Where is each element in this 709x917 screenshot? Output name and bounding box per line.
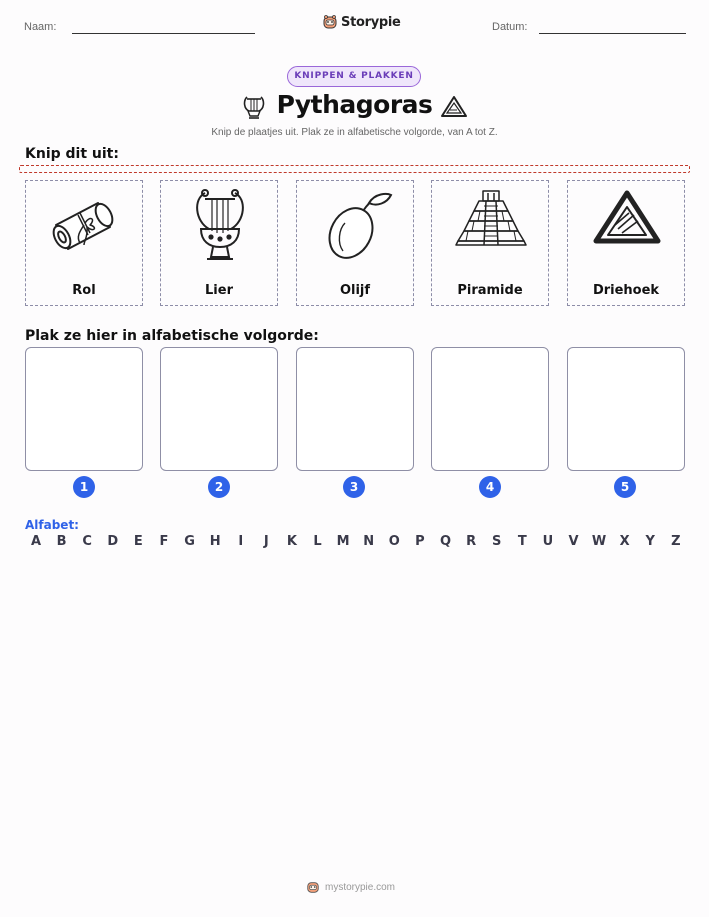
alphabet-letter: T [517,534,527,549]
name-line[interactable] [72,33,255,34]
alphabet-letter: R [466,534,477,549]
alphabet-letter: S [492,534,502,549]
instructions: Knip de plaatjes uit. Plak ze in alfabetische volgorde, van A tot Z. [211,127,498,138]
card-piramide[interactable] [431,180,549,306]
alphabet-letter: Y [645,534,655,549]
cut-line [19,165,690,173]
card-label: Piramide [457,283,523,298]
slot-number-2: 2 [208,476,230,498]
olive-icon [311,185,401,265]
alphabet-letter: D [107,534,119,549]
alphabet-letter: K [286,534,297,549]
alphabet-letter: Q [439,534,452,549]
alphabet-letter: F [159,534,169,549]
brand-logo [322,14,401,30]
card-label: Driehoek [592,283,660,298]
alphabet-letter: M [336,534,350,549]
paste-slot-3[interactable] [296,347,414,471]
card-lier[interactable] [160,180,278,306]
card-label: Rol [72,283,96,298]
activity-badge: KNIPPEN & PLAKKEN [287,66,421,87]
alphabet-letter: E [133,534,143,549]
alphabet-letter: H [209,534,221,549]
card-driehoek[interactable] [567,180,685,306]
alphabet-letter: V [568,534,579,549]
date-label: Datum: [492,21,528,33]
scroll-icon [40,185,130,265]
card-label: Lier [205,283,233,298]
alphabet-letter: N [363,534,375,549]
storypie-mascot-icon [306,880,320,894]
name-label: Naam: [24,21,57,33]
alphabet-letter: B [56,534,67,549]
alphabet-letter: W [591,534,607,549]
alphabet-title: Alfabet: [25,518,79,532]
page-title: Pythagoras [276,90,433,119]
alphabet-letter: U [542,534,554,549]
footer [306,880,395,894]
date-line[interactable] [539,33,686,34]
card-label: Olijf [339,283,371,298]
triangle-title-icon [440,95,468,119]
paste-slot-2[interactable] [160,347,278,471]
alphabet-letter: L [313,534,322,549]
alphabet-letter: Z [671,534,681,549]
slot-number-4: 4 [479,476,501,498]
cut-section-title: Knip dit uit: [25,146,119,162]
alphabet-letter: A [30,534,42,549]
alphabet-letter: J [263,534,269,549]
triangle-icon [582,185,672,265]
pyramid-icon [446,185,536,265]
slot-number-5: 5 [614,476,636,498]
alphabet-letter: P [415,534,425,549]
brand-name: Storypie [341,14,401,30]
alphabet-letter: C [82,534,92,549]
storypie-mascot-icon [322,14,338,30]
paste-slot-1[interactable] [25,347,143,471]
footer-url[interactable]: mystorypie.com [325,881,396,893]
card-rol[interactable] [25,180,143,306]
paste-section-title: Plak ze hier in alfabetische volgorde: [25,328,319,344]
alphabet-letter: G [184,534,195,549]
slot-number-1: 1 [73,476,95,498]
alphabet-letter: I [238,534,244,549]
paste-slot-5[interactable] [567,347,685,471]
paste-slot-4[interactable] [431,347,549,471]
alphabet-letter: O [388,534,400,549]
alphabet-row [26,534,686,549]
card-olijf[interactable] [296,180,414,306]
alphabet-letter: X [619,534,630,549]
lyre-title-icon [240,93,268,121]
lyre-icon [175,185,265,265]
slot-number-3: 3 [343,476,365,498]
